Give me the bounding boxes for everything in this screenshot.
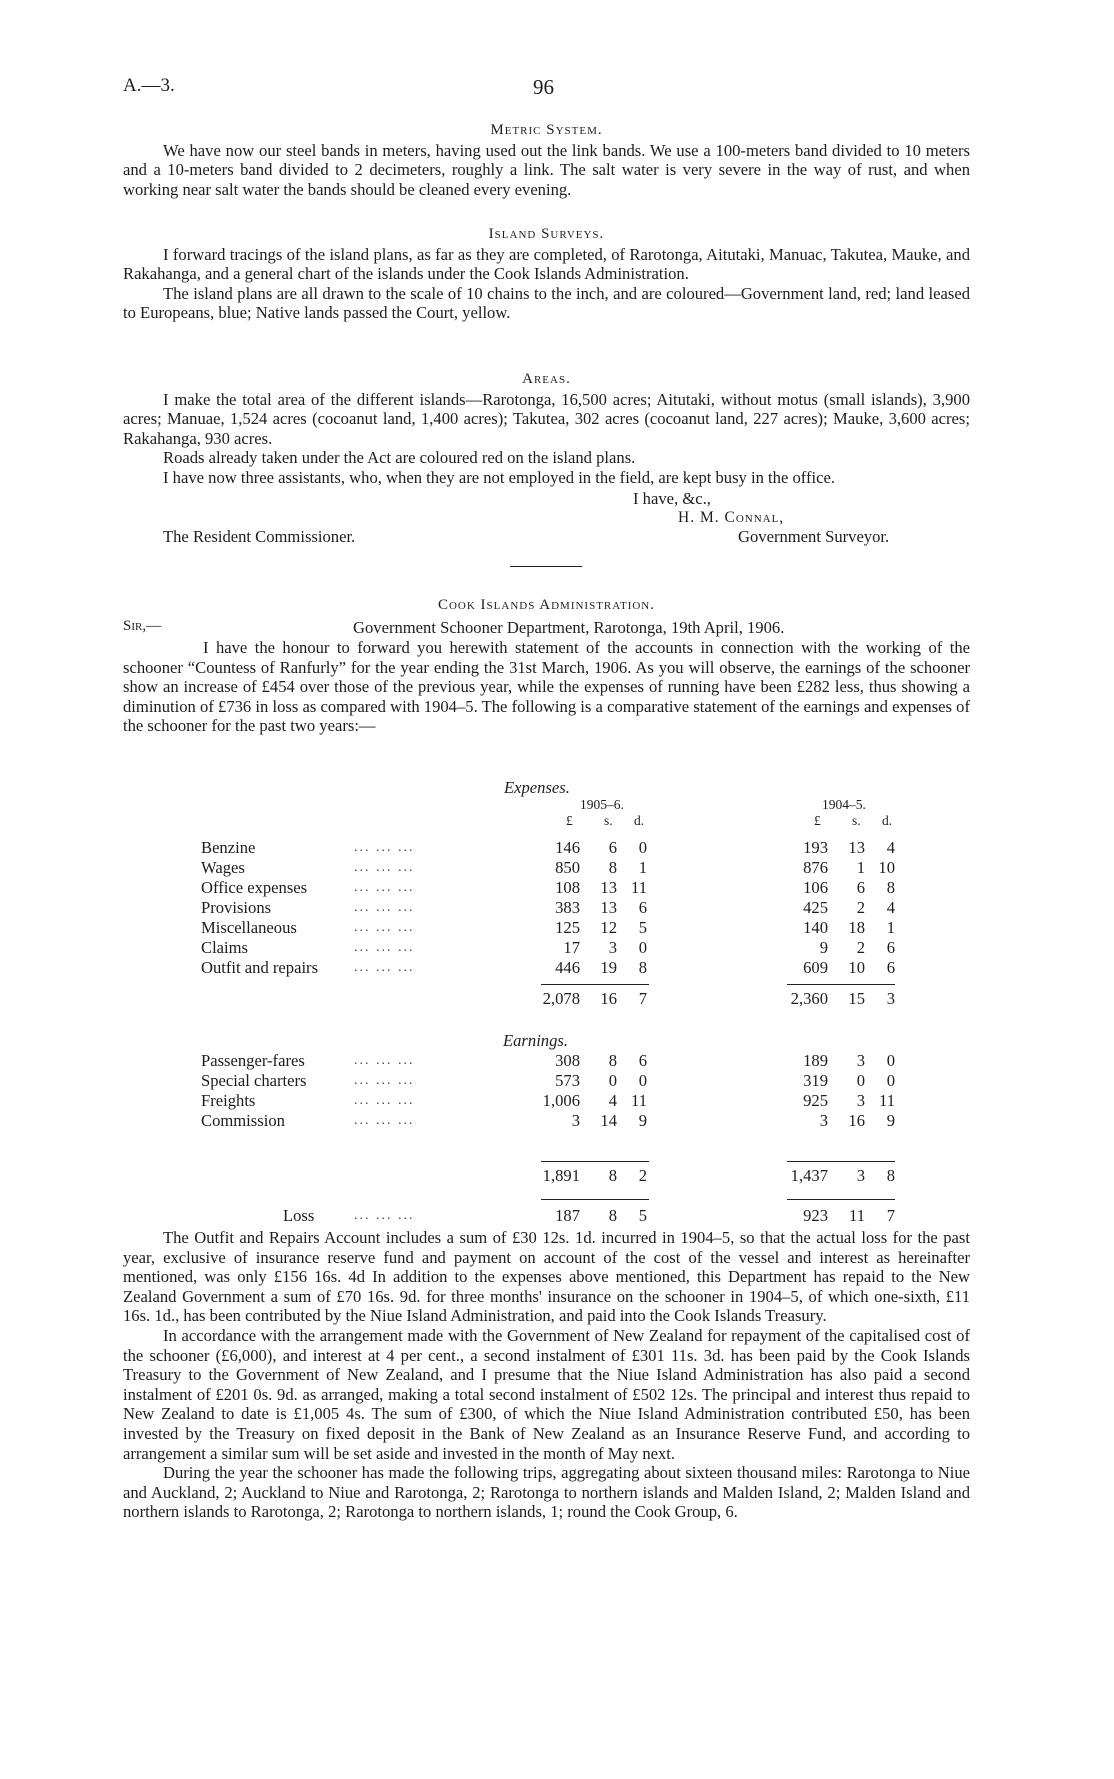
section-divider [510, 566, 582, 567]
page-number: 96 [533, 75, 554, 99]
loss-rule-2 [787, 1199, 895, 1200]
earning-y1-2-shillings: 4 [608, 1091, 617, 1110]
year-1-header: 1905–6. [580, 797, 624, 812]
expense-y2-5-shillings: 2 [856, 938, 865, 957]
earning-label-3: Commission [201, 1111, 285, 1130]
expense-label-5: Claims [201, 938, 249, 957]
y2-pence-header: d. [882, 813, 893, 828]
metric-section [123, 121, 970, 199]
expense-y1-3-shillings: 13 [600, 898, 617, 917]
expense-y1-2-shillings: 13 [600, 878, 617, 897]
y2-shillings-header: s. [852, 813, 861, 828]
expense-y1-0-pence: 0 [638, 838, 647, 857]
expense-y1-2-pence: 11 [631, 878, 647, 897]
expense-y1-2-pounds: 108 [555, 878, 580, 897]
y1-pence-header: d. [634, 813, 645, 828]
areas-paragraph-2: Roads already taken under the Act are coloured red on the island plans. [163, 448, 636, 468]
earning-y2-1-shillings: 0 [856, 1071, 865, 1090]
expense-y2-2-pounds: 106 [803, 878, 828, 897]
earning-y2-1-pence: 0 [886, 1071, 895, 1090]
expense-y2-0-shillings: 13 [848, 838, 865, 857]
earnings-total-y2-pounds: 1,437 [790, 1166, 828, 1185]
earnings-total-y1-shillings: 8 [608, 1166, 617, 1185]
expense-y2-2-shillings: 6 [856, 878, 865, 897]
loss-y2-shillings: 11 [849, 1206, 865, 1225]
expenses-title: Expenses. [504, 778, 570, 797]
expense-y2-3-pounds: 425 [803, 898, 828, 917]
earning-y2-2-shillings: 3 [856, 1091, 865, 1110]
expense-y2-6-shillings: 10 [848, 958, 865, 977]
earning-leader-3: ... ... ... [354, 1113, 415, 1128]
earning-y2-1-pounds: 319 [803, 1071, 828, 1090]
document-reference: A.—3. [123, 75, 175, 96]
metric-heading: Metric System. [490, 122, 603, 138]
expense-y2-4-pounds: 140 [803, 918, 828, 937]
loss-y2-pounds: 923 [803, 1206, 828, 1225]
expense-leader-2: ... ... ... [354, 880, 415, 895]
loss-y1-pounds: 187 [555, 1206, 580, 1225]
repayment-paragraph: In accordance with the arrangement made with the Government of New Zealand for repayment of the capitalised cost of the schooner (£6,000), and interest at 4 per cent., a second instalment of £301 11s. 3d. has been paid by the Cook Islands Treasury to the Government of New Zealand, and I presume that the Niue Island Administration has also paid a second instalment of £201 0s. 9d. as arranged, making a total second instalment of £502 12s. The principal and interest thus repaid to New Zealand to date is £1,005 4s. The sum of £300, of which the Niue Island Administration contributed £50, has been invested by the Treasury on fixed deposit in the Bank of New Zealand as an Insurance Reserve Fund, and according to arrangement a similar sum will be set aside and invested in the month of May next. [123, 1325, 970, 1463]
areas-paragraph-1: I make the total area of the different islands—Rarotonga, 16,500 acres; Aitutaki, without motus (small islands), 3,900 acres; Manuae, 1,524 acres (cocoanut land, 1,400 acres); Takutea, 302 acres (cocoanut land, 227 acres); Mauke, 3,600 acres; Rakahanga, 930 acres. [123, 389, 970, 448]
expense-y1-5-shillings: 3 [608, 938, 617, 957]
closing-section [123, 1228, 970, 1522]
earning-y2-3-pence: 9 [886, 1111, 895, 1130]
letter-heading: Cook Islands Administration. [437, 597, 656, 613]
earning-y2-0-pence: 0 [886, 1051, 895, 1070]
expense-y2-5-pounds: 9 [819, 938, 828, 957]
earning-y1-3-shillings: 14 [600, 1111, 617, 1130]
earning-y1-0-shillings: 8 [608, 1051, 617, 1070]
expense-y1-6-shillings: 19 [600, 958, 617, 977]
expense-leader-4: ... ... ... [354, 920, 415, 935]
expense-label-1: Wages [201, 858, 245, 877]
expenses-total-y2-pence: 3 [886, 989, 895, 1008]
earnings-total-y2-pence: 8 [886, 1166, 895, 1185]
expense-y2-1-pounds: 876 [803, 858, 828, 877]
island-paragraph-1: I forward tracings of the island plans, as far as they are completed, of Rarotonga, Aitutaki, Manuac, Takutea, Mauke, and Rakahanga, and a general chart of the islands under the Cook Islands Administration. [123, 244, 970, 284]
letter-paragraph: I have the honour to forward you herewith statement of the accounts in connection with the working of the schooner “Countess of Ranfurly” for the year ending the 31st March, 1906. As you will observe, the earnings of the schooner show an increase of £454 over those of the previous year, while the expenses of running have been £282 less, thus showing a diminution of £736 in loss as compared with 1904–5. The following is a comparative statement of the earnings and expenses of the schooner for the past two years:— [123, 638, 970, 736]
expense-y2-0-pounds: 193 [803, 838, 828, 857]
expense-leader-0: ... ... ... [354, 840, 415, 855]
letter-section [123, 596, 970, 616]
earning-y2-2-pounds: 925 [803, 1091, 828, 1110]
expense-y1-4-pence: 5 [638, 918, 647, 937]
expense-y1-5-pounds: 17 [563, 938, 580, 957]
expense-label-4: Miscellaneous [201, 918, 297, 937]
expense-label-6: Outfit and repairs [201, 958, 319, 977]
letter-body [123, 638, 970, 736]
trips-paragraph: During the year the schooner has made the following trips, aggregating about sixteen thousand miles: Rarotonga to Niue and Auckland, 2; Auckland to Niue and Rarotonga, 2; Rarotonga to northern islands and Malden Island, 2; Malden Island and northern islands to Rarotonga, 2; Rarotonga to northern islands, 1; round the Cook Group, 6. [123, 1463, 970, 1522]
expense-y1-3-pounds: 383 [555, 898, 580, 917]
expense-y2-0-pence: 4 [886, 838, 895, 857]
addressee: The Resident Commissioner. [163, 527, 356, 546]
expense-leader-6: ... ... ... [354, 960, 415, 975]
y1-shillings-header: s. [604, 813, 613, 828]
expense-y1-1-shillings: 8 [608, 858, 617, 877]
earning-y1-2-pounds: 1,006 [542, 1091, 580, 1110]
earning-y1-1-pence: 0 [638, 1071, 647, 1090]
expense-y1-1-pence: 1 [638, 858, 647, 877]
expenses-total-y1-shillings: 16 [600, 989, 617, 1008]
earning-y2-3-pounds: 3 [819, 1111, 828, 1130]
expense-y2-5-pence: 6 [886, 938, 895, 957]
earning-label-0: Passenger-fares [201, 1051, 305, 1070]
earnings-total-y2-shillings: 3 [856, 1166, 865, 1185]
earning-label-2: Freights [201, 1091, 256, 1110]
earning-y1-2-pence: 11 [631, 1091, 647, 1110]
expense-label-0: Benzine [201, 838, 256, 857]
outfit-paragraph: The Outfit and Repairs Account includes a sum of £30 12s. 1d. incurred in 1904–5, so that the actual loss for the past year, exclusive of insurance reserve fund and payment on account of the cost of the vessel and interest as hereinafter mentioned, was only £156 16s. 4d In addition to the expenses above mentioned, this Department has repaid to the New Zealand Government a sum of £70 16s. 9d. for three months' insurance on the schooner in 1904–5, of which one-sixth, £11 16s. 1d., has been contributed by the Niue Island Administration, and paid into the Cook Islands Treasury. [123, 1228, 970, 1326]
metric-paragraph: We have now our steel bands in meters, having used out the link bands. We use a 100-meters band divided to 10 meters and a 10-meters band divided to 2 decimeters, roughly a link. The salt water is very severe in the way of rust, and when working near salt water the bands should be cleaned every evening. [123, 140, 970, 199]
earning-leader-1: ... ... ... [354, 1073, 415, 1088]
year-2-header: 1904–5. [822, 797, 866, 812]
earning-y2-0-shillings: 3 [856, 1051, 865, 1070]
loss-leader: ... ... ... [354, 1208, 415, 1223]
expense-label-2: Office expenses [201, 878, 308, 897]
earning-leader-2: ... ... ... [354, 1093, 415, 1108]
loss-label: Loss [283, 1206, 315, 1225]
letter-address: Government Schooner Department, Rarotonga, 19th April, 1906. [353, 618, 785, 637]
expense-y2-4-pence: 1 [886, 918, 895, 937]
expense-y1-5-pence: 0 [638, 938, 647, 957]
earnings-total-rule-2 [787, 1161, 895, 1162]
loss-rule-1 [541, 1199, 649, 1200]
expense-y2-3-shillings: 2 [856, 898, 865, 917]
earning-y1-0-pounds: 308 [555, 1051, 580, 1070]
expense-y1-1-pounds: 850 [555, 858, 580, 877]
signatory-title: Government Surveyor. [738, 527, 890, 546]
expense-y2-1-pence: 10 [878, 858, 895, 877]
expenses-total-rule-2 [787, 984, 895, 985]
expense-leader-1: ... ... ... [354, 860, 415, 875]
expense-y1-0-shillings: 6 [608, 838, 617, 857]
expense-leader-5: ... ... ... [354, 940, 415, 955]
expense-y1-6-pence: 8 [638, 958, 647, 977]
loss-y2-pence: 7 [886, 1206, 895, 1225]
earnings-total-y1-pence: 2 [638, 1166, 647, 1185]
loss-y1-shillings: 8 [608, 1206, 617, 1225]
signatory: H. M. Connal, [678, 509, 785, 526]
expense-y1-4-pounds: 125 [555, 918, 580, 937]
earning-y2-0-pounds: 189 [803, 1051, 828, 1070]
areas-section [123, 370, 970, 488]
earning-y2-3-shillings: 16 [848, 1111, 865, 1130]
expense-y1-0-pounds: 146 [555, 838, 580, 857]
y2-pounds-header: £ [814, 813, 821, 828]
closing: I have, &c., [633, 489, 711, 508]
expense-y1-3-pence: 6 [638, 898, 647, 917]
earning-y1-0-pence: 6 [638, 1051, 647, 1070]
island-paragraph-2: The island plans are all drawn to the scale of 10 chains to the inch, and are coloured—Government land, red; land leased to Europeans, blue; Native lands passed the Court, yellow. [123, 283, 970, 323]
earning-y1-1-shillings: 0 [608, 1071, 617, 1090]
expenses-total-y2-pounds: 2,360 [790, 989, 828, 1008]
earning-y1-1-pounds: 573 [555, 1071, 580, 1090]
expense-label-3: Provisions [201, 898, 272, 917]
island-section [123, 225, 970, 323]
earnings-total-y1-pounds: 1,891 [542, 1166, 580, 1185]
y1-pounds-header: £ [566, 813, 573, 828]
expense-leader-3: ... ... ... [354, 900, 415, 915]
areas-heading: Areas. [522, 371, 571, 387]
earning-label-1: Special charters [201, 1071, 307, 1090]
expense-y1-4-shillings: 12 [600, 918, 617, 937]
earning-y2-2-pence: 11 [879, 1091, 895, 1110]
earnings-title: Earnings. [503, 1031, 568, 1050]
expense-y1-6-pounds: 446 [555, 958, 580, 977]
expenses-total-y1-pounds: 2,078 [542, 989, 580, 1008]
earning-y1-3-pence: 9 [638, 1111, 647, 1130]
island-heading: Island Surveys. [488, 226, 605, 242]
expense-y2-6-pence: 6 [886, 958, 895, 977]
salutation: Sir,— [123, 618, 162, 634]
earnings-total-rule-1 [541, 1161, 649, 1162]
areas-paragraph-3: I have now three assistants, who, when they are not employed in the field, are kept busy in the office. [163, 467, 836, 487]
earning-leader-0: ... ... ... [354, 1053, 415, 1068]
expense-y2-3-pence: 4 [886, 898, 895, 917]
expense-y2-6-pounds: 609 [803, 958, 828, 977]
expense-y2-4-shillings: 18 [848, 918, 865, 937]
expenses-total-y2-shillings: 15 [848, 989, 865, 1008]
earning-y1-3-pounds: 3 [571, 1111, 580, 1130]
expense-y2-2-pence: 8 [886, 878, 895, 897]
expenses-total-y1-pence: 7 [638, 989, 647, 1008]
loss-y1-pence: 5 [638, 1206, 647, 1225]
expenses-total-rule-1 [541, 984, 649, 985]
expense-y2-1-shillings: 1 [856, 858, 865, 877]
